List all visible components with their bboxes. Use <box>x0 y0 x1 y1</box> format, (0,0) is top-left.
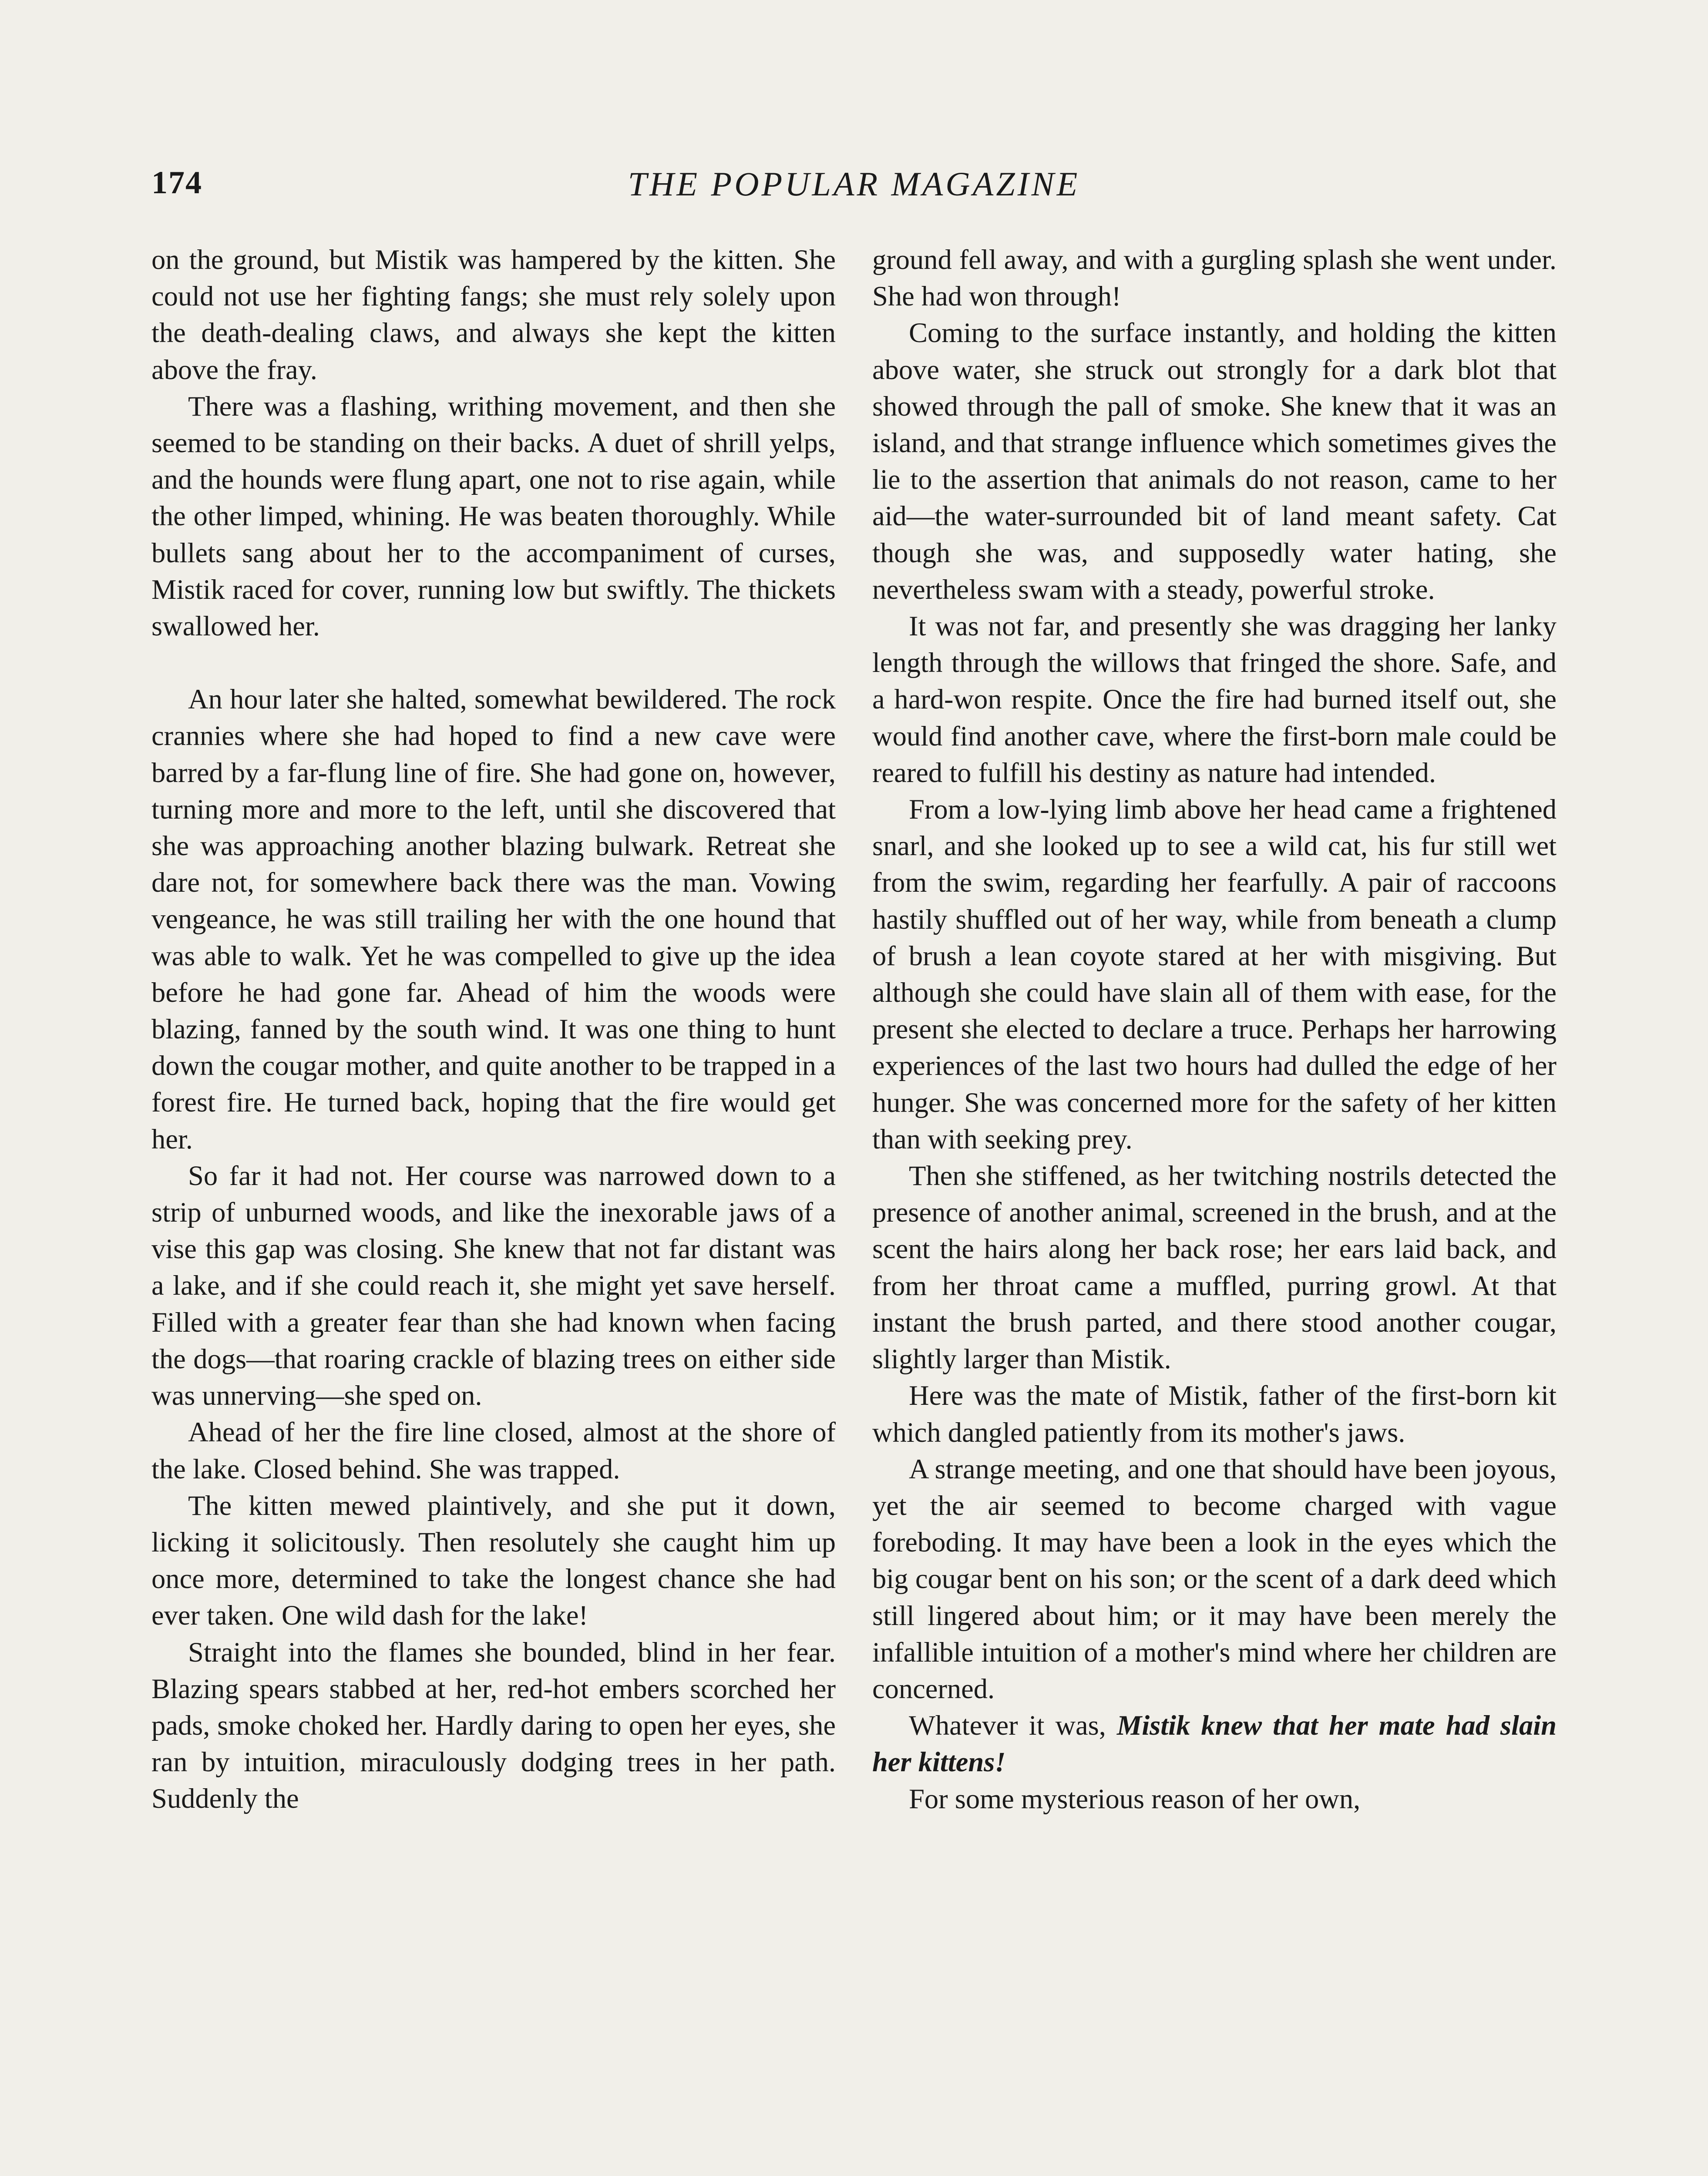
paragraph: So far it had not. Her course was narrowed down to a strip of unburned woods, and like the inexorable jaws of a vise this gap was closing. She knew that not far distant was a lake, and if she could reach it, she might yet save herself. Filled with a greater fear than she had known when facing the dogs—that roaring crackle of blazing trees on either side was unnerving—she sped on. <box>151 1160 836 1411</box>
emphasized-text: Mistik knew that her mate had slain her kittens! <box>872 1710 1557 1778</box>
right-column <box>872 242 1557 1817</box>
paragraph-text: Whatever it was, <box>909 1710 1117 1741</box>
page-header <box>151 165 1557 212</box>
paragraph: on the ground, but Mistik was hampered by the kitten. She could not use her fighting fangs; she must rely solely upon the death-dealing claws, and always she kept the kitten above the fray. <box>151 244 836 385</box>
paragraph: A strange meeting, and one that should have been joyous, yet the air seemed to become charged with vague foreboding. It may have been a look in the eyes which the big cougar bent on his son; or the scent of a dark deed which still lingered about him; or it may have been merely the infallible intuition of a mother's mind where her children are concerned. <box>872 1453 1557 1704</box>
paragraph: It was not far, and presently she was dragging her lanky length through the willows that fringed the shore. Safe, and a hard-won respite. Once the fire had burned itself out, she would find another cave, where the first-born male could be reared to fulfill his destiny as nature had intended. <box>872 611 1557 788</box>
paragraph: An hour later she halted, somewhat bewildered. The rock crannies where she had hoped to find a new cave were barred by a far-flung line of fire. She had gone on, however, turning more and more to the left, until she discovered that she was approaching another blazing bulwark. Retreat she dare not, for somewhere back there was the man. Vowing vengeance, he was still trailing her with the one hound that was able to walk. Yet he was compelled to give up the idea before he had gone far. Ahead of him the woods were blazing, fanned by the south wind. It was one thing to hunt down the cougar mother, and quite another to be trapped in a forest fire. He turned back, hoping that the fire would get her. <box>151 684 836 1155</box>
paragraph: Ahead of her the fire line closed, almost at the shore of the lake. Closed behind. She was trapped. <box>151 1417 836 1484</box>
paragraph: Here was the mate of Mistik, father of the first-born kit which dangled patiently from its mother's jaws. <box>872 1380 1557 1448</box>
paragraph: ground fell away, and with a gurgling splash she went under. She had won through! <box>872 244 1557 312</box>
paragraph: For some mysterious reason of her own, <box>909 1783 1361 1814</box>
paragraph: The kitten mewed plaintively, and she put it down, licking it solicitously. Then resolutely she caught him up once more, determined to take the longest chance she had ever taken. One wild dash for the lake! <box>151 1490 836 1631</box>
paragraph <box>872 1707 1557 1780</box>
page-number: 174 <box>151 165 202 201</box>
paragraph: Straight into the flames she bounded, blind in her fear. Blazing spears stabbed at her, red-hot embers scorched her pads, smoke choked her. Hardly daring to open her eyes, she ran by intuition, miraculously dodging trees in her path. Suddenly the <box>151 1636 836 1814</box>
paragraph: From a low-lying limb above her head came a frightened snarl, and she looked up to see a wild cat, his fur still wet from the swim, regarding her fearfully. A pair of raccoons hastily shuffled out of her way, while from beneath a clump of brush a lean coyote stared at her with misgiving. But although she could have slain all of them with ease, for the present she elected to declare a truce. Perhaps her harrowing experiences of the last two hours had dulled the edge of her hunger. She was concerned more for the safety of her kitten than with seeking prey. <box>872 794 1557 1155</box>
paragraph: Then she stiffened, as her twitching nostrils detected the presence of another animal, screened in the brush, and at the scent the hairs along her back rose; her ears laid back, and from her throat came a muffled, purring growl. At that instant the brush parted, and there stood another cougar, slightly larger than Mistik. <box>872 1160 1557 1375</box>
left-column <box>151 242 836 1817</box>
paragraph: There was a flashing, writhing movement, and then she seemed to be standing on their backs. A duet of shrill yelps, and the hounds were flung apart, one not to rise again, while the other limped, whining. He was beaten thoroughly. While bullets sang about her to the accompaniment of curses, Mistik raced for cover, running low but swiftly. The thickets swallowed her. <box>151 390 836 642</box>
running-title: THE POPULAR MAGAZINE <box>628 165 1080 203</box>
paragraph: Coming to the surface instantly, and holding the kitten above water, she struck out strongly for a dark blot that showed through the pall of smoke. She knew that it was an island, and that strange influence which sometimes gives the lie to the assertion that animals do not reason, came to her aid—the water-surrounded bit of land meant safety. Cat though she was, and supposedly water hating, she nevertheless swam with a steady, powerful stroke. <box>872 317 1557 605</box>
